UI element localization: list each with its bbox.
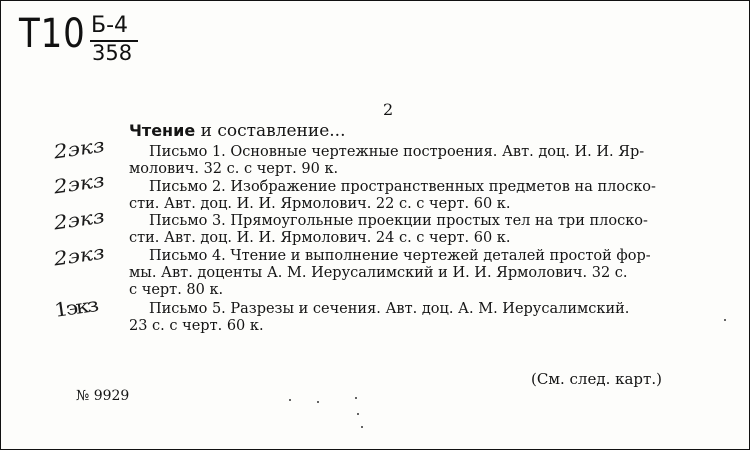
series-title: [129, 121, 346, 141]
series-bold-word: Чтение: [129, 121, 196, 140]
catalog-entry: [129, 144, 713, 178]
ink-speck: [724, 319, 726, 321]
call-number-bottom: 358: [92, 41, 133, 65]
entry-line: сти. Авт. доц. И. И. Ярмолович. 24 с. с черт. 60 к.: [129, 230, 511, 246]
ink-speck: [355, 397, 357, 399]
entry-line: Письмо 2. Изображение пространственных предметов на плоско-: [149, 179, 656, 195]
ink-speck: [357, 413, 359, 415]
entry-line: с черт. 80 к.: [129, 282, 224, 298]
entry-line: Письмо 5. Разрезы и сечения. Авт. доц. А. М. Иерусалимский.: [149, 301, 630, 317]
entry-line: 23 с. с черт. 60 к.: [129, 318, 264, 334]
entry-line: мы. Авт. доценты А. М. Иерусалимский и И. И. Ярмолович. 32 с.: [129, 265, 628, 281]
catalog-entry: [129, 248, 713, 299]
series-title-rest: и составление...: [200, 121, 346, 141]
card-number: № 9929: [76, 388, 130, 404]
ink-speck: [361, 426, 363, 428]
entry-line: Письмо 1. Основные чертежные построения. Авт. доц. И. И. Яр-: [149, 144, 645, 160]
ink-speck: [317, 401, 319, 403]
margin-copy-note: 2экз: [52, 241, 107, 271]
margin-copy-note: 2экз: [52, 205, 107, 235]
catalog-entry: [129, 301, 713, 335]
ink-speck: [289, 399, 291, 401]
margin-copy-note: 1экз: [52, 294, 99, 322]
catalog-entry: [129, 213, 713, 247]
entry-line: молович. 32 с. с черт. 90 к.: [129, 161, 339, 177]
margin-copy-note: 2экз: [52, 134, 107, 164]
call-number-top: Б-4: [91, 13, 129, 38]
call-number-main: Т10: [19, 11, 86, 57]
page-number: 2: [383, 100, 394, 119]
entry-line: сти. Авт. доц. И. И. Ярмолович. 22 с. с черт. 60 к.: [129, 196, 511, 212]
entry-line: Письмо 4. Чтение и выполнение чертежей деталей простой фор-: [149, 248, 651, 264]
entry-line: Письмо 3. Прямоугольные проекции простых тел на три плоско-: [149, 213, 648, 229]
catalog-entry: [129, 179, 713, 213]
margin-copy-note: 2экз: [52, 169, 107, 199]
see-next-card: (См. след. карт.): [531, 370, 662, 388]
